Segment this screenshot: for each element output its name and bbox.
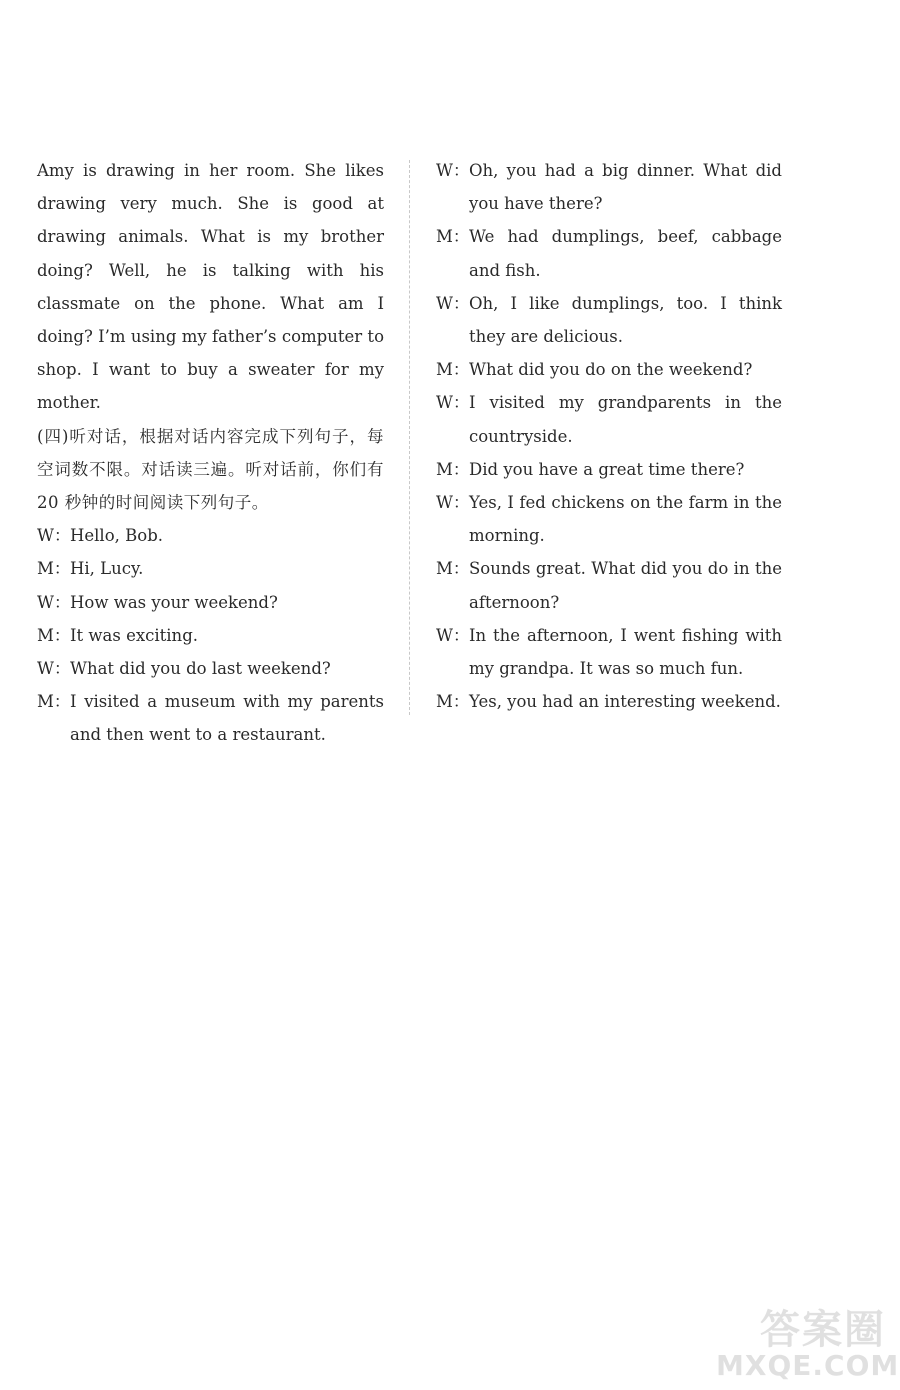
dialogue-line (436, 453, 782, 486)
dialogue-line (436, 619, 782, 685)
dialogue-line (436, 685, 782, 718)
speaker-label: M： (436, 692, 470, 712)
left-column (37, 154, 384, 752)
dialogue-line (37, 586, 384, 619)
dialogue-line (436, 386, 782, 452)
dialogue-line (37, 685, 384, 751)
speaker-label: W： (37, 659, 71, 679)
speaker-label: W： (37, 526, 71, 546)
watermark-logo (716, 1298, 900, 1382)
speaker-label: W： (436, 625, 470, 645)
watermark-domain: MXQE.COM (716, 1349, 900, 1382)
dialogue-line (37, 652, 384, 685)
right-column (436, 154, 782, 718)
utterance-text: How was your weekend? (70, 592, 278, 612)
speaker-label: W： (436, 493, 470, 513)
dialogue-left (37, 519, 384, 751)
speaker-label: W： (436, 161, 470, 180)
utterance-text: I visited my grandparents in the countryside. (469, 393, 782, 446)
utterance-text: Hi, Lucy. (70, 559, 144, 579)
speaker-label: M： (37, 559, 71, 579)
speaker-label: M： (436, 559, 470, 579)
utterance-text: Yes, you had an interesting weekend. (469, 692, 781, 712)
dialogue-line (37, 519, 384, 552)
dialogue-line (436, 552, 782, 618)
speaker-label: M： (37, 625, 71, 645)
utterance-text: In the afternoon, I went fishing with my grandpa. It was so much fun. (469, 625, 782, 679)
dialogue-line (436, 220, 782, 286)
dialogue-line (436, 287, 782, 353)
utterance-text: What did you do last weekend? (70, 659, 331, 679)
utterance-text: I visited a museum with my parents and then went to a restaurant. (70, 692, 384, 745)
utterance-text: It was exciting. (70, 625, 198, 645)
speaker-label: M： (37, 692, 71, 712)
passage-text: Amy is drawing in her room. She likes drawing very much. She is good at drawing animals. What is my brother doing? Well, he is talking with his classmate on the phone. What am I doing? I’m using my father’s computer to shop. I want to buy a sweater for my mother. (37, 161, 384, 413)
speaker-label: W： (436, 393, 470, 413)
watermark-title: 答案圈 (760, 1307, 886, 1353)
section-heading: (四)听对话，根据对话内容完成下列句子，每空词数不限。对话读三遍。听对话前，你们有 20 秒钟的时间阅读下列句子。 (37, 426, 384, 513)
utterance-text: Oh, you had a big dinner. What did you have there? (469, 161, 782, 214)
speaker-label: W： (37, 592, 71, 612)
utterance-text: What did you do on the weekend? (469, 360, 753, 380)
speaker-label: M： (436, 227, 470, 247)
dialogue-line (436, 154, 782, 220)
utterance-text: Sounds great. What did you do in the afternoon? (469, 559, 782, 612)
utterance-text: Yes, I fed chickens on the farm in the morning. (469, 493, 782, 546)
dialogue-line (37, 619, 384, 652)
speaker-label: M： (436, 459, 470, 479)
dialogue-line (436, 486, 782, 552)
utterance-text: We had dumplings, beef, cabbage and fish. (469, 227, 782, 280)
dialogue-line (436, 353, 782, 386)
dialogue-line (37, 552, 384, 585)
utterance-text: Hello, Bob. (70, 526, 163, 546)
speaker-label: M： (436, 360, 470, 380)
utterance-text: Oh, I like dumplings, too. I think they are delicious. (469, 293, 782, 347)
column-divider (409, 160, 410, 715)
utterance-text: Did you have a great time there? (469, 459, 745, 479)
speaker-label: W： (436, 293, 470, 313)
